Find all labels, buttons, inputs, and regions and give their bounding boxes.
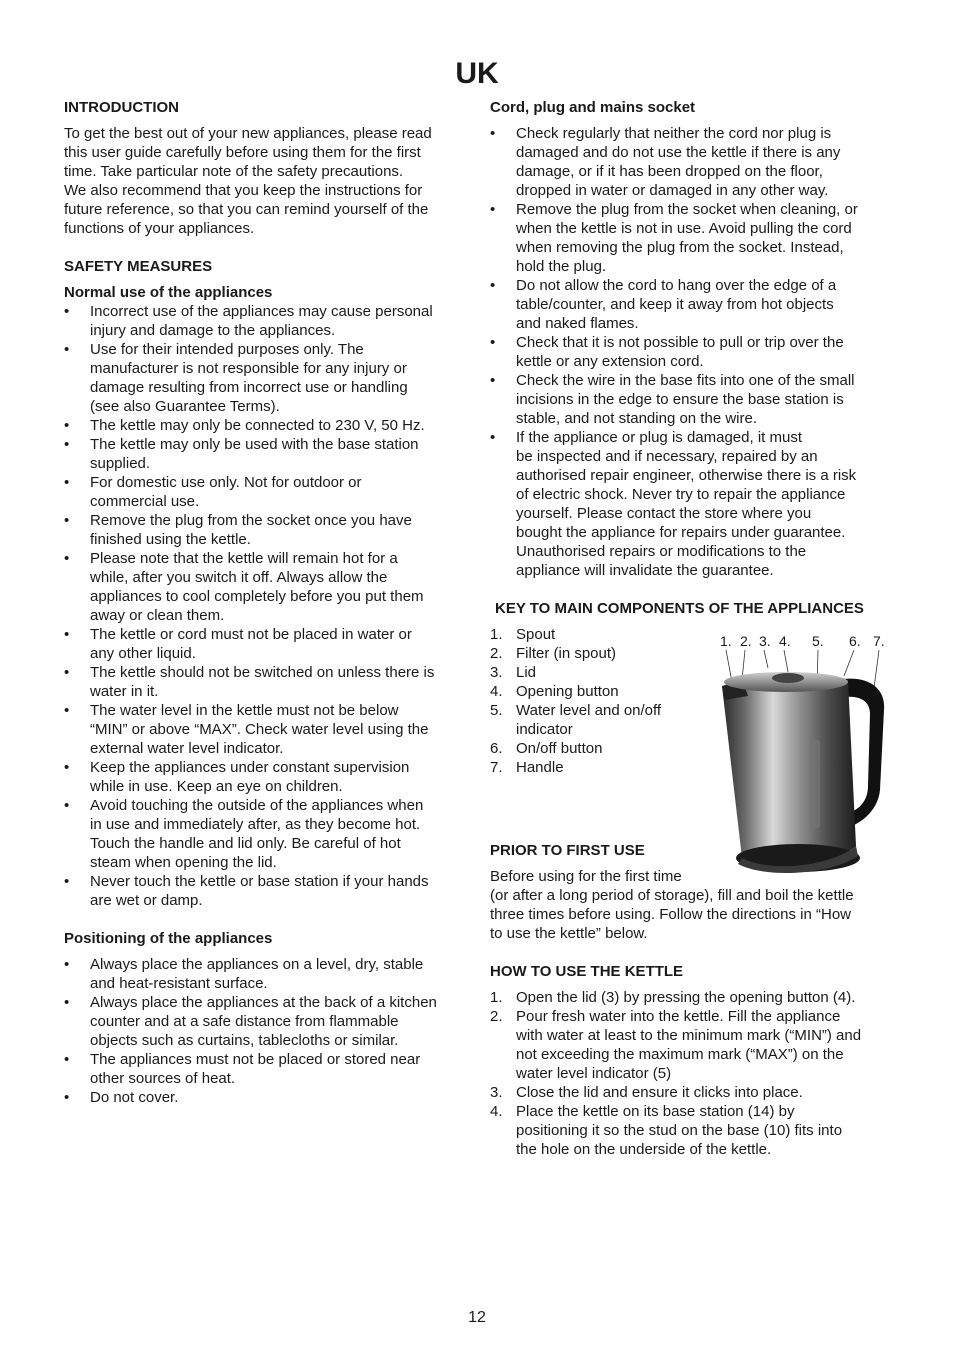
list-item-line: table/counter, and keep it away from hot objects	[516, 296, 834, 313]
list-item-line: Filter (in spout)	[516, 645, 617, 662]
list-item-line: finished using the kettle.	[90, 531, 251, 548]
prior-line: (or after a long period of storage), fill and boil the kettle	[490, 887, 854, 904]
page-number: 12	[468, 1309, 486, 1326]
list-item-line: commercial use.	[90, 493, 200, 510]
normal-use-item	[64, 872, 466, 910]
list-item-line: Remove the plug from the socket once you have	[90, 512, 412, 529]
normal-use-item	[64, 473, 466, 511]
list-item-line: Incorrect use of the appliances may cause personal	[90, 303, 433, 320]
list-item-line: Check that it is not possible to pull or trip over the	[516, 334, 844, 351]
list-item-line: incisions in the edge to ensure the base station is	[516, 391, 844, 408]
normal-use-item	[64, 340, 466, 416]
list-item-line: Check regularly that neither the cord nor plug is	[516, 125, 832, 142]
list-item-line: For domestic use only. Not for outdoor or	[90, 474, 362, 491]
list-item-line: damage, or if it has been dropped on the floor,	[516, 163, 823, 180]
callout-label: 6.	[849, 633, 861, 649]
positioning-item	[64, 955, 466, 993]
normal-use-item	[64, 625, 466, 663]
intro-line: functions of your appliances.	[64, 220, 255, 237]
list-item-line: Remove the plug from the socket when cleaning, or	[516, 201, 858, 218]
intro-line: To get the best out of your new appliances, please read	[64, 125, 432, 142]
cord-plug-heading: Cord, plug and mains socket	[490, 99, 696, 116]
list-item-line: any other liquid.	[90, 645, 196, 662]
list-item-line: Unauthorised repairs or modifications to the	[516, 543, 807, 560]
normal-use-item	[64, 511, 466, 549]
list-item-line: Keep the appliances under constant supervision	[90, 759, 410, 776]
list-item-line: indicator	[516, 721, 573, 738]
list-item-line: counter and at a safe distance from flammable	[90, 1013, 399, 1030]
list-item-line: The water level in the kettle must not be below	[90, 702, 399, 719]
intro-line: We also recommend that you keep the instructions for	[64, 182, 423, 199]
list-item-line: On/off button	[516, 740, 603, 757]
positioning-list	[64, 955, 466, 1107]
list-item-line: supplied.	[90, 455, 151, 472]
normal-use-item	[64, 701, 466, 758]
list-item-line: when removing the plug from the socket. Instead,	[516, 239, 844, 256]
left-column	[64, 98, 466, 1107]
normal-use-item	[64, 758, 466, 796]
list-item-line: external water level indicator.	[90, 740, 284, 757]
how-to-step	[490, 1007, 892, 1083]
positioning-item	[64, 1050, 466, 1088]
list-number: 2.	[490, 645, 503, 662]
how-to-use-heading: HOW TO USE THE KETTLE	[490, 963, 684, 980]
list-item-line: hold the plug.	[516, 258, 607, 275]
list-item-line: Spout	[516, 626, 556, 643]
list-item-line: Please note that the kettle will remain hot for a	[90, 550, 398, 567]
prior-line: three times before using. Follow the directions in “How	[490, 906, 851, 923]
positioning-item	[64, 993, 466, 1050]
list-item-line: be inspected and if necessary, repaired by an	[516, 448, 818, 465]
intro-line: time. Take particular note of the safety precautions.	[64, 163, 404, 180]
list-item-line: yourself. Please contact the store where you	[516, 505, 812, 522]
list-item-line: positioning it so the stud on the base (10) fits into	[516, 1122, 843, 1139]
prior-line: to use the kettle” below.	[490, 925, 648, 942]
list-item-line: damage resulting from incorrect use or handling	[90, 379, 408, 396]
how-to-step	[490, 1083, 892, 1102]
how-to-step	[490, 1102, 892, 1159]
list-item-line: manufacturer is not responsible for any injury or	[90, 360, 407, 377]
list-item-line: steam when opening the lid.	[90, 854, 277, 871]
list-item-line: stable, and not standing on the wire.	[516, 410, 757, 427]
list-item-line: Place the kettle on its base station (14) by	[516, 1103, 795, 1120]
list-item-line: while, after you switch it off. Always allow the	[90, 569, 388, 586]
callout-label: 4.	[779, 633, 791, 649]
callout-label: 3.	[759, 633, 771, 649]
list-item-line: bought the appliance for repairs under guarantee.	[516, 524, 846, 541]
list-item-line: and naked flames.	[516, 315, 639, 332]
callout-label: 2.	[740, 633, 752, 649]
list-item-line: Use for their intended purposes only. The	[90, 341, 364, 358]
list-item-line: Touch the handle and lid only. Be careful of hot	[90, 835, 401, 852]
list-item-line: in use and immediately after, as they become hot.	[90, 816, 421, 833]
list-item-line: Do not allow the cord to hang over the edge of a	[516, 277, 837, 294]
list-item-line: (see also Guarantee Terms).	[90, 398, 280, 415]
list-item-line: Water level and on/off	[516, 702, 662, 719]
list-item-line: Handle	[516, 759, 564, 776]
list-number: 5.	[490, 702, 503, 719]
list-item-line: with water at least to the minimum mark (“MIN”) and	[516, 1027, 862, 1044]
normal-use-item	[64, 435, 466, 473]
right-column	[490, 98, 892, 1159]
cord-plug-item	[490, 428, 892, 580]
cord-plug-item	[490, 333, 892, 371]
list-item-line: appliances to cool completely before you put them	[90, 588, 424, 605]
list-item-line: when the kettle is not in use. Avoid pulling the cord	[516, 220, 852, 237]
list-number: 7.	[490, 759, 503, 776]
list-item-line: The appliances must not be placed or stored near	[90, 1051, 421, 1068]
list-item-line: water level indicator (5)	[516, 1065, 672, 1082]
intro-line: this user guide carefully before using them for the first	[64, 144, 421, 161]
list-item-line: Open the lid (3) by pressing the opening button (4).	[516, 989, 856, 1006]
cord-plug-list	[490, 124, 892, 580]
list-item-line: “MIN” or above “MAX”. Check water level using the	[90, 721, 429, 738]
list-item-line: away or clean them.	[90, 607, 225, 624]
list-number: 2.	[490, 1008, 503, 1025]
cord-plug-item	[490, 124, 892, 200]
introduction-text	[64, 124, 466, 238]
callout-label: 7.	[873, 633, 885, 649]
list-item-line: The kettle should not be switched on unless there is	[90, 664, 435, 681]
normal-use-item	[64, 416, 466, 435]
positioning-heading: Positioning of the appliances	[64, 930, 273, 947]
key-components-heading: KEY TO MAIN COMPONENTS OF THE APPLIANCES	[495, 600, 864, 617]
introduction-heading: INTRODUCTION	[64, 99, 179, 116]
callout-label: 1.	[720, 633, 732, 649]
language-heading: UK	[455, 57, 499, 90]
positioning-item	[64, 1088, 466, 1107]
normal-use-item	[64, 302, 466, 340]
intro-line: future reference, so that you can remind yourself of the	[64, 201, 429, 218]
cord-plug-item	[490, 371, 892, 428]
list-item-line: The kettle may only be connected to 230 V, 50 Hz.	[90, 417, 425, 434]
list-number: 4.	[490, 1103, 503, 1120]
how-to-step	[490, 988, 892, 1007]
list-item-line: Close the lid and ensure it clicks into place.	[516, 1084, 803, 1101]
list-item-line: Check the wire in the base fits into one of the small	[516, 372, 855, 389]
list-item-line: damaged and do not use the kettle if there is any	[516, 144, 841, 161]
list-item-line: while in use. Keep an eye on children.	[90, 778, 343, 795]
prior-first-use-text	[490, 867, 892, 943]
list-item-line: Avoid touching the outside of the appliances when	[90, 797, 424, 814]
kettle-illustration	[708, 630, 892, 878]
list-item-line: Never touch the kettle or base station if your hands	[90, 873, 429, 890]
list-item-line: the hole on the underside of the kettle.	[516, 1141, 772, 1158]
normal-use-item	[64, 663, 466, 701]
list-item-line: injury and damage to the appliances.	[90, 322, 336, 339]
list-number: 1.	[490, 989, 503, 1006]
normal-use-item	[64, 549, 466, 625]
list-item-line: other sources of heat.	[90, 1070, 236, 1087]
list-item-line: kettle or any extension cord.	[516, 353, 704, 370]
list-item-line: not exceeding the maximum mark (“MAX”) on the	[516, 1046, 844, 1063]
list-item-line: The kettle may only be used with the base station	[90, 436, 419, 453]
list-number: 3.	[490, 1084, 503, 1101]
list-number: 6.	[490, 740, 503, 757]
list-item-line: water in it.	[90, 683, 159, 700]
list-item-line: objects such as curtains, tablecloths or similar.	[90, 1032, 399, 1049]
list-item-line: dropped in water or damaged in any other way.	[516, 182, 829, 199]
list-item-line: authorised repair engineer, otherwise there is a risk	[516, 467, 857, 484]
safety-measures-heading: SAFETY MEASURES	[64, 258, 213, 275]
list-item-line: of electric shock. Never try to repair the appliance	[516, 486, 846, 503]
list-item-line: Lid	[516, 664, 537, 681]
cord-plug-item	[490, 200, 892, 276]
prior-line: Before using for the first time	[490, 868, 682, 885]
list-item-line: Opening button	[516, 683, 619, 700]
list-number: 4.	[490, 683, 503, 700]
normal-use-item	[64, 796, 466, 872]
list-number: 1.	[490, 626, 503, 643]
normal-use-heading: Normal use of the appliances	[64, 284, 273, 301]
list-item-line: appliance will invalidate the guarantee.	[516, 562, 774, 579]
list-item-line: Pour fresh water into the kettle. Fill the appliance	[516, 1008, 841, 1025]
list-item-line: and heat-resistant surface.	[90, 975, 268, 992]
list-item-line: Always place the appliances on a level, dry, stable	[90, 956, 424, 973]
list-item-line: Do not cover.	[90, 1089, 179, 1106]
kettle-image	[708, 630, 892, 878]
list-item-line: If the appliance or plug is damaged, it must	[516, 429, 802, 446]
list-number: 3.	[490, 664, 503, 681]
callout-label: 5.	[812, 633, 824, 649]
cord-plug-item	[490, 276, 892, 333]
prior-first-use-heading: PRIOR TO FIRST USE	[490, 842, 645, 859]
list-item-line: are wet or damp.	[90, 892, 203, 909]
normal-use-list	[64, 302, 466, 910]
list-item-line: The kettle or cord must not be placed in water or	[90, 626, 412, 643]
how-to-use-list	[490, 988, 892, 1159]
list-item-line: Always place the appliances at the back of a kitchen	[90, 994, 437, 1011]
